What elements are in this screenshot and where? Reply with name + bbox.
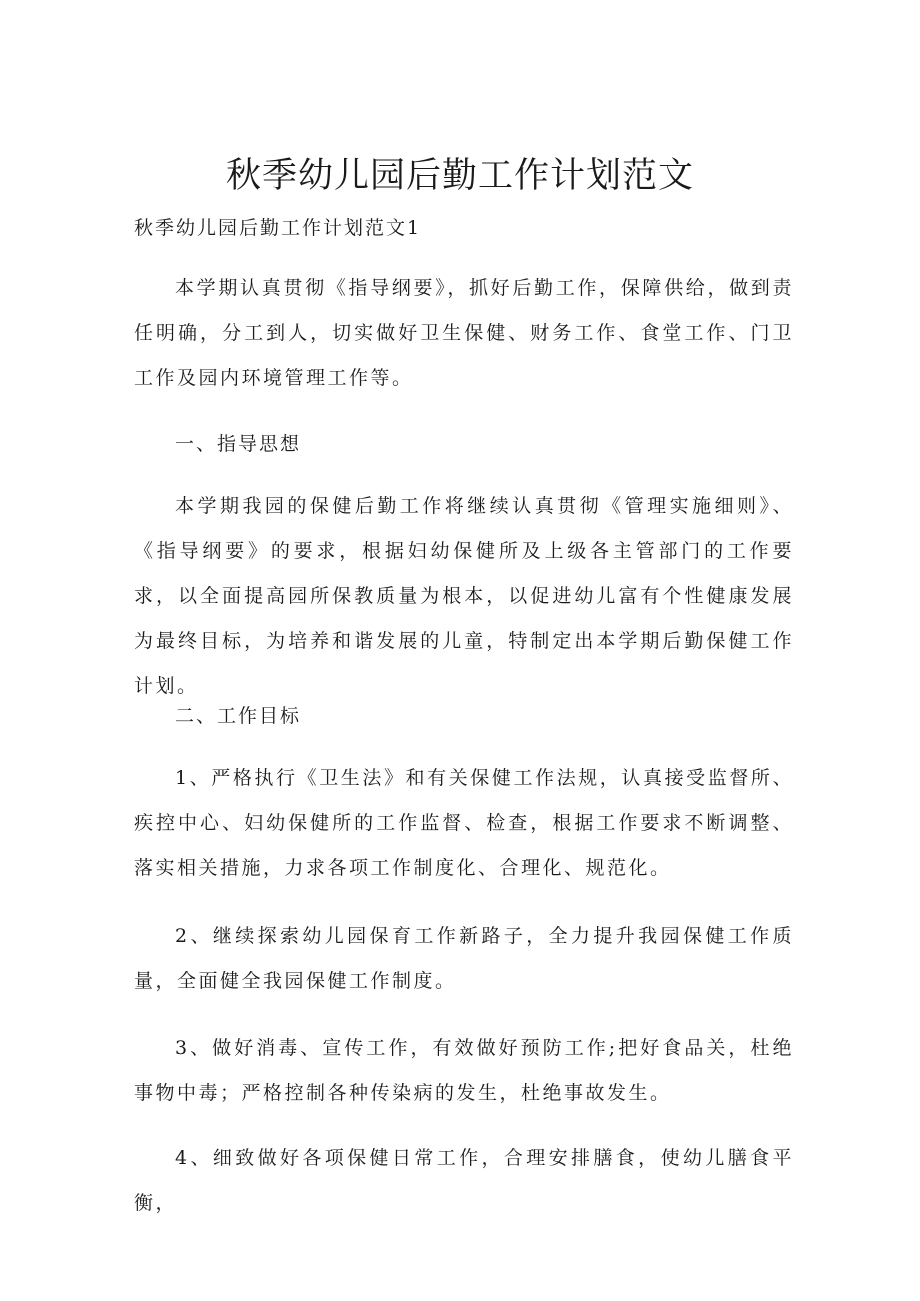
- goal-item-4: 4、细致做好各项保健日常工作，合理安排膳食，使幼儿膳食平衡，: [134, 1147, 794, 1214]
- goal-item-2: 2、继续探索幼儿园保育工作新路子，全力提升我园保健工作质量，全面健全我园保健工作制度。: [134, 925, 794, 992]
- guiding-ideology-paragraph: 本学期我园的保健后勤工作将继续认真贯彻《管理实施细则》、《指导纲要》的要求，根据妇幼保健所及上级各主管部门的工作要求，以全面提高园所保教质量为根本，以促进幼儿富有个性健康发展为最终目标，为培养和谐发展的儿童，特制定出本学期后勤保健工作计划。: [134, 495, 794, 697]
- section-heading-guiding-ideology: 一、指导思想: [175, 433, 302, 455]
- document-subtitle: 秋季幼儿园后勤工作计划范文1: [134, 217, 422, 239]
- document-title: 秋季幼儿园后勤工作计划范文: [225, 156, 694, 196]
- goal-item-1: 1、严格执行《卫生法》和有关保健工作法规，认真接受监督所、疾控中心、妇幼保健所的工作监督、检查，根据工作要求不断调整、落实相关措施，力求各项工作制度化、合理化、规范化。: [134, 767, 794, 879]
- section-heading-work-goals: 二、工作目标: [175, 705, 302, 727]
- intro-paragraph: 本学期认真贯彻《指导纲要》，抓好后勤工作，保障供给，做到责任明确，分工到人，切实做好卫生保健、财务工作、食堂工作、门卫工作及园内环境管理工作等。: [134, 277, 794, 389]
- goal-item-3: 3、做好消毒、宣传工作，有效做好预防工作;把好食品关，杜绝事物中毒；严格控制各种传染病的发生，杜绝事故发生。: [134, 1037, 794, 1104]
